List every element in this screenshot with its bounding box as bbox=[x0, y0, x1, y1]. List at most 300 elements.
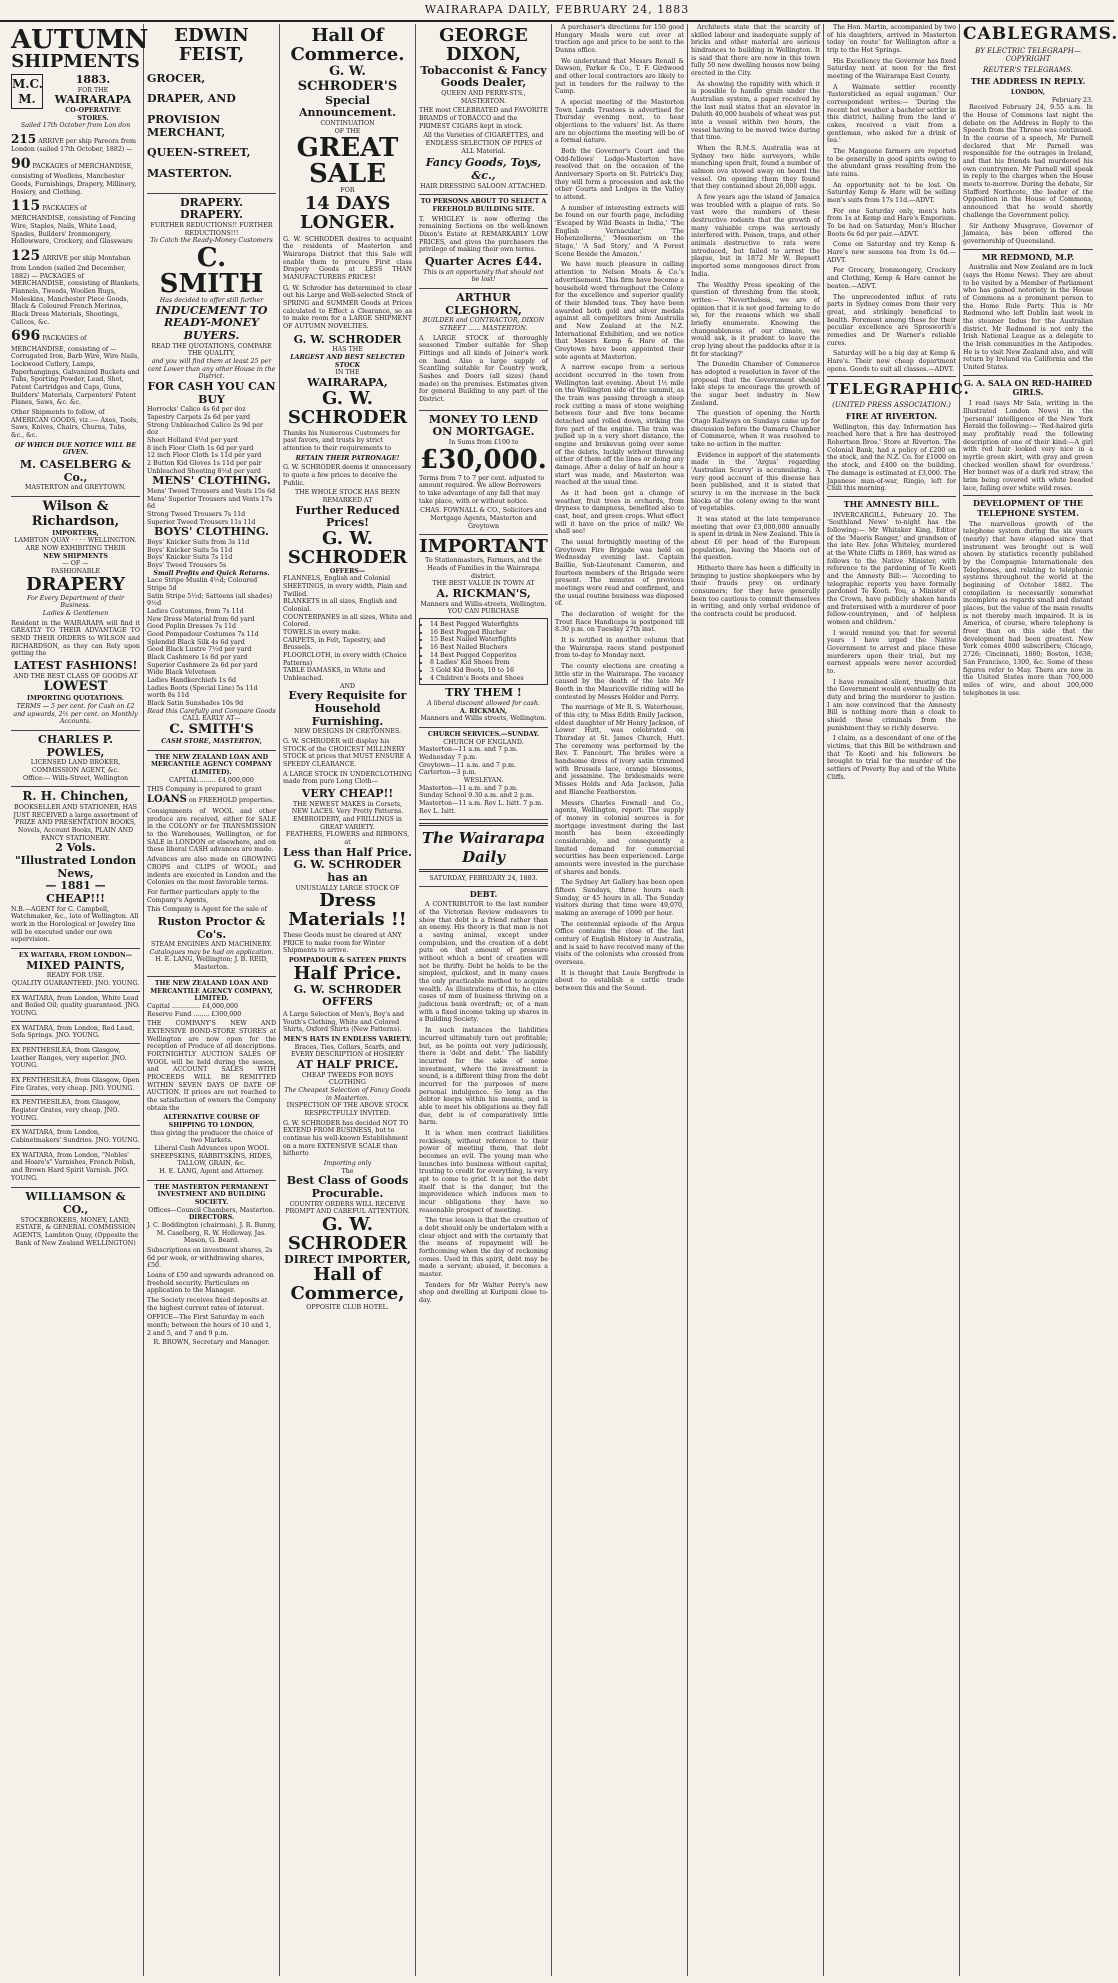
latest-fashions: LATEST FASHIONS! bbox=[13, 659, 138, 673]
ruston: Ruston Proctor & Co's. bbox=[157, 914, 266, 941]
address-heading: THE ADDRESS IN REPLY. bbox=[970, 76, 1086, 87]
masthead: WAIRARAPA DAILY, FEBRUARY 24, 1883 bbox=[0, 0, 1114, 22]
inducement: INDUCEMENT TO bbox=[155, 303, 268, 317]
fire-heading: FIRE AT RIVERTON. bbox=[845, 411, 938, 422]
rickman-2: A. RICKMAN, bbox=[459, 707, 508, 715]
news-para: It was stated at the late temperance meeting that over £3,000,000 annually is spent in drink in New Zealand. This is about £6 per head of the European population, leaving the Maoris out of the question. bbox=[691, 515, 820, 562]
mcm-logo: M.C. M. bbox=[11, 74, 43, 109]
discount: A liberal discount allowed for cash. bbox=[427, 699, 540, 707]
feist-grocer: GROCER, bbox=[147, 71, 206, 85]
item2-text: PACKAGES of MERCHANDISE, consisting of Woollens, Manchester Goods, Furnishings, Drapery, Millinery, Hosiery, and Clothing. bbox=[11, 163, 137, 196]
gws-4: G. W. SCHRODER bbox=[287, 527, 408, 568]
item2-num: 90 bbox=[11, 156, 31, 173]
cheap: CHEAP!!! bbox=[46, 892, 105, 906]
wilson-richardson-ad bbox=[11, 497, 140, 731]
debt-para: It is when men contract liabilities recklessly, without reference to their power of meeting them, that debt becomes an evil. The young man who launches into business without capital, trusting to credit for everything, is very apt to come to grief. It is not the debt itself that is the danger, but the improvidence which induces men to incur obligations they have no reasonable prospect of meeting. bbox=[419, 1129, 548, 1214]
boys-clothing: BOYS' CLOTHING. bbox=[154, 525, 269, 539]
boot-list bbox=[422, 621, 545, 682]
list-item: • 4 Children's Boots and Shoes bbox=[430, 675, 545, 683]
to-settlers: To Stationmasters, Farmers, and the Heads of Families in the Wairarapa district. bbox=[425, 557, 542, 580]
prices-3: Boys' Knicker Suits from 3s 11d Boys' Knicker Suits 5s 11d Boys' Knicker Suits 7s 11d Boys' Tweed Trousers 5s bbox=[147, 538, 250, 569]
small-profits: Small Profits and Quick Returns. bbox=[153, 569, 270, 577]
gws-6: G. W. SCHRODER OFFERS bbox=[293, 982, 402, 1009]
ready: READY FOR USE. bbox=[46, 972, 105, 980]
to-catch: To Catch the Ready-Money Customers bbox=[150, 237, 273, 245]
advances: Advances are also made on GROWING CROPS and CLIPS of WOOL; and indents are executed in London and the Colonies on the most favorable terms. bbox=[147, 856, 276, 887]
reuters: REUTER'S TELEGRAMS. bbox=[983, 65, 1073, 74]
ex5: EX PENTHESILEA, from Glasgow, Open Fire Grates, very cheap. JNO. YOUNG. bbox=[11, 1077, 140, 1092]
williamson-sub: STOCKBROKERS, MONEY, LAND, ESTATE, & GENERAL COMMISSION AGENTS, Lambton Quay, (Opposite the Bank of New Zealand WELLINGTON) bbox=[12, 1216, 139, 1247]
amnesty-para: I claim, as a descendant of one of the victims, that this Bill be withdrawn and that Te Kooti and his followers be brought to trial for the murder of the settlers of Poverty Bay and of the White Cliffs. bbox=[827, 735, 956, 781]
news-para: Both the Governor's Court and the Odd-fellows' Lodge-Masterton have resolved that on the occasion of the Anniversary Sports on St. Patrick's Day, they will form a procession and ask the other Courts and Lodges in the Valley to attend. bbox=[555, 148, 684, 202]
news-para: When the R.M.S. Australia was at Sydney two hide surveyors, while munching upon fruit, found a number of salmon ova stowed away on board the vessel. On opening them they found that they contained about 26,000 eggs. bbox=[691, 145, 820, 191]
rickman-ad bbox=[419, 535, 548, 728]
news-para: A purchaser's directions for 150 good Hungary Meals were cut over at traction age and price to be sent to the Dunns office. bbox=[555, 24, 684, 55]
chinchen-title: R. H. Chinchen, bbox=[22, 789, 129, 804]
importing-only: Importing only bbox=[323, 1160, 372, 1167]
nz-loan-2: THE NEW ZEALAND LOAN AND MERCANTILE AGENCY COMPANY, LIMITED. bbox=[150, 979, 273, 1003]
wilson-title: Wilson & Richardson, bbox=[31, 498, 120, 529]
half-price: Half Price. bbox=[293, 962, 402, 984]
steam: STEAM ENGINES AND MACHINERY. bbox=[150, 941, 273, 949]
masterton-perm-ad bbox=[147, 1181, 276, 1351]
money-ad bbox=[419, 411, 548, 536]
year: 1883. bbox=[75, 72, 111, 86]
news-para: Saturday will be a big day at Kemp & Hare's. Their new cheap department opens. Goods to suit all classes.—ADVT. bbox=[827, 350, 956, 373]
sums: In Sums from £100 to bbox=[448, 439, 519, 447]
item1-num: 215 bbox=[11, 131, 37, 146]
news-para: A few years ago the island of Jamaica was troubled with a plague of rats. So vast were the numbers of these destructive rodents that the growth of many valuable crops was seriously interfered with. Poison, traps, and other animals destructive to rats were introduced, but failed to arrest the plague, but in 1872 Mr W. Bepsett imported some mongooses direct from India. bbox=[691, 194, 820, 278]
amnesty-heading: THE AMNESTY BILL. bbox=[843, 498, 940, 509]
thirty-thousand: £30,000. bbox=[420, 444, 547, 475]
wesley-names: Masterton—11 a.m. Rev L. Isitt. 7 p.m. Rev L. Isitt. bbox=[419, 800, 544, 815]
prices-2: Mens' Tweed Trousers and Vests 15s 6d Mens' Superior Trousers and Vests 17s 6d Strong Tweed Trousers 7s 11d Superior Tweed Trousers 11s 11d bbox=[147, 487, 276, 526]
fortnightly: THE COMPANY'S NEW AND EXTENSIVE BOND-STORE STORES at Wellington are now open for the reception of Produce of all descriptions. FORTNIGHTLY AUCTION SALES OF WOOL will be held during the season, and ACCOUNT SALES WITH PROCEEDS WILL BE REMITTED WITHIN SEVEN DAYS OF DATE OF AUCTION. If prices are not reached to the satisfaction of owners the Company obtain the bbox=[147, 1020, 276, 1112]
vols: 2 Vols. bbox=[55, 841, 96, 855]
loans-rest: on FREEHOLD properties. bbox=[188, 796, 275, 804]
rickmans: A. RICKMAN'S, bbox=[436, 586, 531, 600]
direct-importer: DIRECT IMPORTER, bbox=[284, 1252, 411, 1266]
whigley: T. WHIGLEY is now offering the remaining Sections on the well-known Dixon's Estate at REMARKABLY LOW PRICES, and gives the purchasers the privilege of making their own terms. bbox=[419, 215, 548, 254]
country-orders: COUNTRY ORDERS WILL RECEIVE PROMPT AND CAREFUL ATTENTION. bbox=[285, 1200, 410, 1216]
list-item: • 16 Best Pegged Blucher bbox=[430, 629, 545, 637]
amnesty-para: I would remind you that for several years I have urged the Native Government to arrest and place these murderers upon their trial, but my earnest appeals were never accorded to. bbox=[827, 629, 956, 676]
news-para: Architects state that the scarcity of skilled labour and inadequate supply of bricks and other material are serious hindrances to building in Wellington. It is said that there are now in this town fully 50 new dwelling houses now being erected in the City. bbox=[691, 24, 820, 78]
now-exhibiting: ARE NOW EXHIBITING THEIR bbox=[25, 545, 126, 553]
by-telegraph: BY ELECTRIC TELEGRAPH—COPYRIGHT bbox=[975, 46, 1081, 64]
masterton-perm: THE MASTERTON PERMANENT INVESTMENT AND BUILDING SOCIETY. bbox=[154, 1183, 269, 1206]
column-1 bbox=[8, 24, 149, 1976]
special: Special Announcement. bbox=[298, 93, 397, 120]
news-para: The Mangaone farmers are reported to be generally in good spirits owing to the abundant grass resulting from the late rains. bbox=[827, 148, 956, 179]
powles-ad bbox=[11, 731, 140, 787]
redmond-heading: MR REDMOND, M.P. bbox=[981, 251, 1075, 262]
telephone-text: The marvellous growth of the telephone system during the six years (nearly) that have elapsed since that instrument was brought out is well shown by statistics recently published by the Compagnie Internationale des Telephones, and relating to telephonic systems throughout the world at the beginning of October 1882. The compilation is necessarily somewhat incomplete as regards small and distant places, but the value of the main results is not thereby much impaired. It is in America, of course, where telephony is freer than on this side that the development had been greatest. New York comes 4000 subscribers; Chicago, 2726; Cincinnati, 1880; Boston, 1638; San Francisco, 1300, &c. Some of these figures refer to May. There are now in the United States more than 700,000 miles of wire, and about 200,000 telephones in use. bbox=[963, 520, 1093, 697]
column-6 bbox=[688, 24, 824, 1976]
item4-text: ARRIVE per ship Montaban from London (sailed 2nd December, 1882) — PACKAGES of MERCHANDISE, consisting of Blankets, Flannels, Tweeds, Woollen Rugs, Moleskins, Manchester Piece Goods, Black & Coloured French Merinos, Black Dress Materials, Shootings, Calicos, &c. bbox=[11, 255, 140, 326]
very-cheap: VERY CHEAP!! bbox=[301, 787, 394, 801]
item3-text: PACKAGES of MERCHANDISE, consisting of Fencing Wire, Staples, Nails, White Lead, Spades, Builders' Ironmongery, Hollowware, Crockery, and Glassware bbox=[11, 205, 136, 246]
catalogue: Catalogues may be had on application. bbox=[149, 948, 274, 956]
new-shipments: NEW SHIPMENTS bbox=[43, 552, 108, 560]
news-para: The county elections are creating a little stir in the Wairarapa. The vacancy caused by the death of the late Mr Booth in the Mauriceville riding will be contested by Messrs Holder and Perry. bbox=[555, 663, 684, 701]
column-8 bbox=[960, 24, 1118, 1976]
news-para: The Wealthy Press speaking of the question of threshing from the stook, writes:— 'Nevertheless, we are of opinion that it is not good farming to do so, for the reasons which we shall briefly enumerate. Knowing the changeableness of our climate, we would ask, is it prudent to leave the crop lying about the paddocks after it is fit for stacking?' bbox=[691, 281, 820, 358]
and-you: and you will find them at least 25 per cent Lower than any other House in the District. bbox=[147, 357, 276, 381]
news-para: The declaration of weight for the Trout Race Handicaps is postponed till 8.30 p.m. on Tuesday 27th inst. bbox=[555, 611, 684, 634]
gws-2: G. W. SCHRODER bbox=[293, 332, 402, 346]
money-lend: MONEY TO LEND ON MORTGAGE. bbox=[428, 412, 539, 439]
musgrave: Sir Anthony Musgrave, Governor of Jamaica, has been offered the governorship of Queensland. bbox=[963, 222, 1093, 245]
quality: QUALITY GUARANTEED. JNO. YOUNG. bbox=[11, 980, 140, 988]
column-4 bbox=[416, 24, 552, 1976]
list-item: • 14 Best Pegged Waterfights bbox=[430, 621, 545, 629]
nz-loan-ad bbox=[147, 751, 276, 977]
telegraphic-heading: TELEGRAPHIC. bbox=[827, 380, 970, 399]
list-item: • 14 Best Pegged Copperitos bbox=[430, 652, 545, 660]
news-para: The usual fortnightly meeting of the Greytown Fire Brigade was held on Wednesday evening last. Captain Baillie, Sub-Lieutenant Cameron, and fourteen members of the Brigade were present. The minutes of previous meetings were read and confirmed, and the usual routine business was disposed of. bbox=[555, 539, 684, 608]
smith-ad bbox=[147, 194, 276, 751]
london-date: February 23. bbox=[1051, 96, 1093, 104]
ex3: EX WAITARA, from London, Red Lead, Sofa Springs. JNO. YOUNG. bbox=[11, 1024, 135, 1040]
powles-title: CHARLES P. POWLES, bbox=[38, 733, 113, 759]
church-ad bbox=[419, 728, 548, 820]
redmond-text: Australia and New Zealand are in luck (says the Home News). They are about to be visited by a Member of Parliament who has gained notoriety in the House of Commons as a prominent person to the Home Rule Party. This is Mr Redmond who left Dublin last week in the steamer Indus for the Australian district. Mr Redmond is not only the Irish National League as a delegate to the Irish communities in the Antipodes. He is to visit New Zealand also, and will return by Ireland via California and the United States. bbox=[963, 264, 1093, 371]
news-para: The question of opening the North Otago Railways on Sundays came up for discussion before the Oamaru Chamber of Commerce, when it was resolved to take no action in the matter. bbox=[691, 410, 820, 448]
item4-num: 125 bbox=[11, 248, 41, 265]
pompadour: POMPADOUR & SATEEN PRINTS bbox=[288, 957, 407, 965]
of-the: OF THE bbox=[334, 127, 361, 135]
consignments: Consignments of WOOL and other produce are received, either for SALE in the COLONY or for TRANSMISSION to the Warehouses, Wellington, or for SALE in LONDON or elsewhere, and on these liberal CASH advances are made. bbox=[147, 808, 276, 854]
caselberg: M. CASELBERG & Co., bbox=[19, 457, 132, 484]
cablegrams-heading: CABLEGRAMS. bbox=[963, 24, 1118, 44]
days-longer: 14 DAYS LONGER. bbox=[299, 192, 396, 233]
gws-5: G. W. SCHRODER has an bbox=[293, 858, 402, 884]
subscriptions: Subscriptions on investment shares, 2s 6d per week, or withdrawing shares, £50. bbox=[147, 1247, 273, 1270]
ladies: Ladies & Gentlemen bbox=[42, 610, 109, 618]
for-every: For Every Department of their Business. bbox=[26, 594, 125, 610]
half-price-2: AT HALF PRICE. bbox=[296, 1057, 399, 1071]
of: — OF — bbox=[62, 560, 89, 568]
gw-schroders: G. W. SCHRODER'S bbox=[297, 63, 398, 94]
feist-masterton: MASTERTON. bbox=[147, 166, 233, 180]
column-5 bbox=[552, 24, 688, 1976]
list-item: • 8 Ladies' Kid Shoes from bbox=[430, 659, 545, 667]
cash-store: CASH STORE, MASTERTON, bbox=[161, 737, 262, 745]
church-times: Masterton—11 a.m. and 7 p.m. Wednesday 7 p.m. Greytown—11 a.m. and 7 p.m. Carterton—3 p.m. bbox=[419, 746, 518, 777]
desires: G. W. SCHRODER desires to acquaint the residents of Masterton and Wairarapa District that this Sale will enable them to procure First class Drapery Goods at LESS THAN MANUFACTURERS PRICES! bbox=[283, 235, 412, 282]
debt-para: A CONTRIBUTOR to the last number of the Victorian Review endeavors to show that debt is a friend rather than an enemy. His theory is that man is not a saving animal, except under compulsion, and the creation of a debt puts on that amount of pressure without which a bent of creation will not be thrifty. Debt he holds to be the simplest, quickest, and in many cases the only practicable method to acquire wealth. As illustrations of this, he cites cases of men of business thriving on a judicious bank overdraft; or, of a man with a fixed income taking up shares in a Building Society. bbox=[419, 901, 548, 1024]
debt-heading: DEBT. bbox=[469, 888, 498, 899]
drapery: DRAPERY. DRAPERY. bbox=[180, 195, 243, 222]
wesley-times: Masterton—11 a.m. and 7 p.m. Sunday School 9.30 a.m. and 2 p.m. bbox=[419, 784, 534, 800]
opposite: OPPOSITE CLUB HOTEL. bbox=[306, 1304, 389, 1312]
alternative: ALTERNATIVE COURSE OF SHIPPING TO LONDON, bbox=[163, 1114, 260, 1129]
chinchen-ad bbox=[11, 787, 140, 949]
co-op: CO-OPERATIVE bbox=[65, 106, 121, 114]
fire-text: Wellington, this day. Information has reached here that a fire has destroyed Robertson Bros.' Store at Riverton. The Colonial Bank, had a policy of £200 on the stock, and the N.Z. Co. for £1000 on the stock, and £400 on the building. The damage is estimated at £3,000. The Japanese man-of-war, Ringio, left for Chili this morning. bbox=[827, 423, 956, 493]
lambton: LAMBTON QUAY · · · · WELLINGTON. bbox=[14, 537, 137, 545]
the-3: The bbox=[341, 1167, 354, 1175]
sala-text: I read (says Mr Sala, writing in the Illustrated London News) in the 'personal' intelligence of the New York Herald the following:— 'Red-haired girls may profitably read the following description of one of their kind:—A girl with red hair looked very nice in a myrtle green skirt, with gray and green checked woollen shawl for overdress.' Her bonnet was of a dark red straw, the brim being covered with white beaded lace, falling over white wild roses. bbox=[963, 400, 1093, 492]
news-para: The centennial episode of the Argus Office contains the close of the last century of English History in Australia, and is said to have received many of the visits of the colonists who crossed from overseas. bbox=[555, 920, 684, 966]
agent-note: N.B.—AGENT for C. Campbell, Watchmaker, &c., late of Wellington. All work in the Horological or Jewelry line will be executed under our own supervision. bbox=[11, 905, 139, 944]
for-14: FOR bbox=[340, 187, 355, 195]
powles-office: Office:— Wills-Street, Wellington bbox=[22, 774, 129, 782]
cheapest: The Cheapest Selection of Fancy Goods in Masterton. bbox=[284, 1086, 411, 1102]
hall-of-commerce: Hall Of Commerce. bbox=[290, 25, 405, 65]
item5-text: PACKAGES of MERCHANDISE, consisting of — Corrugated Iron, Barb Wire, Wire Nails, Lockwood Cutlery, Lamps, Paperhangings, Galvanized Buckets and Tubs, Sporting Powder, Lead, Shot, Patent Cartridges and Caps, Guns, Builders' Materials, Carpenters' Patent Planes, Saws, &c. &c. bbox=[11, 335, 140, 407]
news-para: For Grocery, Ironmongery, Crockery and Clothing, Kemp & Hare cannot be beaten.—ADVT. bbox=[827, 267, 956, 290]
further-reduced: Further Reduced Prices! bbox=[295, 503, 400, 530]
ex4: EX PENTHESILEA, from Glasgow, Leather Ranges, very superior. JNO. YOUNG. bbox=[11, 1047, 127, 1070]
less-half: Less than Half Price. bbox=[283, 845, 413, 859]
importers: IMPORTERS, bbox=[52, 529, 99, 537]
read-quotes: READ THE QUOTATIONS, COMPARE THE QUALITY, bbox=[151, 342, 272, 358]
whole-stock: THE WHOLE STOCK HAS BEEN REMARKED AT bbox=[294, 489, 401, 504]
feist-queen: QUEEN-STREET, bbox=[147, 146, 251, 160]
mixed-paints: MIXED PAINTS, bbox=[26, 958, 125, 972]
offices: Offices—Council Chambers, Masterton. bbox=[148, 1206, 275, 1214]
ex8: EX WAITARA, from London, "Nobles' and Hoare's" Varnishes, French Polish, and Brown Hard Spirit Varnish. JNO. YOUNG. bbox=[11, 1151, 136, 1182]
loans-pre: THIS Company is prepared to grant bbox=[147, 786, 262, 794]
braces: Braces, Ties, Collars, Scarfs, and EVERY DESCRIPTION of HOSIERY bbox=[291, 1043, 404, 1059]
hair-dressing: HAIR DRESSING SALOON ATTACHED. bbox=[420, 182, 547, 190]
news-para: A Waimate settler recently 'fustersticked as equal sugaman.' Our correspondent writes:— 'During the recent hot weather a bachelor settler in this district, hailing from the land o' cakes, received a visit from a gentleman, who asked for a drink of tea.' bbox=[827, 83, 956, 145]
sala-heading: G. A. SALA ON RED-HAIRED GIRLS. bbox=[964, 377, 1092, 398]
feist-ad bbox=[147, 24, 276, 194]
best-value: THE BEST VALUE IN TOWN AT bbox=[432, 580, 535, 588]
fownall: CHAS. FOWNALL & CO., Solicitors and Mortgage Agents, Masterton and Greytown bbox=[420, 507, 547, 530]
news-para: It is notified in another column that the Wairarapa races stand postponed from to-day to Monday next. bbox=[555, 637, 684, 660]
item1-text: ARRIVE per ship Pareora from London (sailed 17th October, 1882) — bbox=[11, 137, 136, 154]
address-text: Received February 24, 9.55 a.m. In the House of Commons last night the debate on the Address in Reply to the Speech from the Throne was continued. In the course of a speech, Mr Parnell declared that Mr Parnell was responsible for the outrages in Ireland, and that his friends had murdered his own countrymen. Mr Parnell will speak in reply to the charges when the House meets to-morrow. During the debate, Sir Stafford Northcote, the leader of the Opposition in the House of Commons, announced that he would shortly challenge the Government policy. bbox=[963, 104, 1093, 219]
decided: Has decided to offer still further bbox=[159, 296, 264, 304]
further: FURTHER REDUCTIONS!! FURTHER REDUCTIONS!!! bbox=[150, 221, 273, 237]
caselberg-loc: MASTERTON and GREYTOWN. bbox=[25, 484, 126, 492]
loan-terms: Terms from 7 to 7 per cent. adjusted to amount required. We allow Borrowers to take advantage of any fall that may take place, with or without notice. bbox=[419, 474, 545, 505]
news-para: Messrs Charles Fownall and Co., agents, Wellington, report: The supply of money in colonial sources is for mortgage investment during the last month has been exceedingly considerable, and consequently a limited demand for commercial securities has been experienced. Large amounts were invested in the purchase of shares and bonds. bbox=[555, 799, 684, 876]
directors: DIRECTORS. bbox=[188, 1214, 235, 1222]
list-item: • 3 Gold Kid Boots, 10 to 16 bbox=[430, 667, 545, 675]
prices-1: Horrocks' Calico 4s 6d per doz Tapestry Carpets 2s 6d per yard Strong Unbleached Calico 2s 9d per doz Sheet Holland 4½d per yard 8 inch Floor Cloth 1s 6d per yard 12 inch Floor Cloth 1s 11d per yard 2 Button Kid Gloves 1s 11d per pair Unbleached Sheeting 8½d per yard bbox=[147, 406, 263, 475]
important: IMPORTANT bbox=[419, 536, 548, 558]
lang-2: H. E. LANG, Agent and Attorney. bbox=[159, 1167, 264, 1175]
capital-1: CAPITAL ........ £4,000,000 bbox=[169, 776, 254, 784]
list-item: • 16 Best Nailed Bluchers bbox=[430, 644, 545, 652]
unusually: UNUSUALLY LARGE STOCK OF bbox=[295, 884, 400, 892]
those-goods: These Goods must be cleared at ANY PRICE to make room for Winter Shipments to arrive. bbox=[283, 932, 402, 955]
editorial-date: SATURDAY, FEBRUARY 24, 1883. bbox=[429, 874, 538, 882]
this-is: This is an opportunity that should not be lost! bbox=[423, 268, 544, 284]
try-them: TRY THEM ! bbox=[445, 686, 522, 700]
continuation: CONTINUATION bbox=[320, 119, 375, 127]
capital-2: Capital .............. £4,000,000 Reserve Fund ........ £300,000 bbox=[147, 1002, 242, 1018]
flannels: FLANNELS, English and Colonial SHEETINGS, in every width, Plain and Twilled. BLANKETS in all sizes, English and Colonial. COUNTERPANES in all sizes, White and Colored. TOWELS in every make. CARPETS, in Felt, Tapestry, and Brussels. FLOORCLOTH, in every width (Choice Patterns) TABLE DAMASKS, in White and Unbleached. bbox=[283, 575, 412, 683]
quarter-acres: Quarter Acres £44. bbox=[424, 255, 543, 269]
best-class: AND THE BEST CLASS OF GOODS AT bbox=[13, 672, 138, 680]
manners: Manners and Willis-streets, Wellington. bbox=[420, 600, 547, 608]
laces: NEW LACES. Very Pretty Patterns. bbox=[291, 808, 404, 816]
you-can: YOU CAN PURCHASE bbox=[447, 608, 520, 616]
wairarapa-3: WAIRARAPA, bbox=[307, 376, 388, 390]
news-para: As showing the rapidity with which it is possible to handle grain under the Australian system, a paper received by the last mail states that an elevator in Duluth 40,000 bushels of wheat was put into a vessel within two hours, the vessel having to be moved twice during that time. bbox=[691, 80, 820, 142]
society: The Society receives fixed deposits at the highest current rates of interest. bbox=[147, 1297, 268, 1312]
ex1-head: EX WAITARA, FROM LONDON— bbox=[18, 952, 133, 960]
secretary: R. BROWN, Secretary and Manager. bbox=[153, 1339, 270, 1347]
lang: H. E. LANG, Wellington; J. B. REID, Masterton. bbox=[155, 956, 268, 972]
news-para: The Sydney Art Gallery has been open fifteen Sundays, three hours each Sunday, or 45 hours in all. The Sunday visitors during that time were 49,070, making an average of 1090 per hour. bbox=[555, 879, 684, 917]
particulars: For further particulars apply to the Company's Agents, bbox=[147, 888, 260, 904]
arthur-cleghorn: ARTHUR CLEGHORN, bbox=[445, 291, 522, 317]
order-notice: OF WHICH DUE NOTICE WILL BE GIVEN. bbox=[14, 441, 137, 457]
all-varieties: All the Varieties of CIGARETTES, and ENDLESS SELECTION OF PIPES of ALL Material. bbox=[423, 132, 544, 155]
in-the: IN THE bbox=[335, 369, 360, 377]
mens-clothing: MENS' CLOTHING. bbox=[152, 474, 271, 488]
queen-sts: QUEEN AND PERRY-STS., MASTERTON. bbox=[441, 90, 526, 105]
news-para: Come on Saturday and try Kemp & Hare's new seasons tea from 1s 6d.—ADVT. bbox=[827, 241, 956, 264]
manners-2: Manners and Willis streets, Wellington. bbox=[420, 715, 547, 723]
news-para: Hitherto there has been a difficulty in bringing to justice shopkeepers who by their frauds prey on ordinary consumers; for they have generally been too cautious to commit themselves in writing, and only verbal evidence of the contracts could be produced. bbox=[691, 565, 820, 619]
most-celebrated: THE most CELEBRATED and FAVORITE BRANDS of TOBACCO and the PRIMEST CIGARS kept in stock. bbox=[419, 107, 548, 130]
ex2: EX WAITARA, from London, White Lead and Boiled Oil; quality guaranteed. JNO. YOUNG. bbox=[11, 994, 140, 1018]
dixon-ad bbox=[419, 24, 548, 195]
wairarapa: WAIRARAPA bbox=[54, 93, 132, 107]
largest: LARGEST AND BEST SELECTED STOCK bbox=[290, 354, 405, 369]
feist-draper: DRAPER, AND bbox=[147, 92, 236, 106]
newspaper-columns bbox=[8, 24, 1118, 1976]
edwin-feist: EDWIN FEIST, bbox=[174, 25, 249, 65]
news-para: For one Saturday only, men's hats from 1s at Kemp and Hare's Emporium. To be had on Saturday, Men's Blucher Boots 6s 6d per pair.—ADVT. bbox=[827, 207, 956, 238]
paper-name: The Wairarapa Daily bbox=[421, 829, 546, 866]
retain: RETAIN THEIR PATRONAGE! bbox=[295, 454, 400, 462]
telephone-heading: DEVELOPMENT OF THE TELEPHONE SYSTEM. bbox=[973, 498, 1083, 518]
news-para: It is thought that Louis Bergfrode is about to establish a cattle trade between this and the Sound. bbox=[555, 969, 684, 992]
great-sale: GREAT SALE bbox=[296, 133, 399, 190]
news-para: A special meeting of the Masterton Town Lands Trustees is advertised for Thursday evening next, to hear objections to the valuers' list. As there are no objections the meeting will be of a formal nature. bbox=[555, 99, 684, 145]
gws-display: G. W. SCHRODER will display his STOCK of the CHOICEST MILLINERY STOCK at prices that MUST ENSURE A SPEEDY CLEARANCE. bbox=[283, 738, 411, 769]
c-smith: C. SMITH bbox=[159, 242, 264, 299]
inspection: INSPECTION OF THE ABOVE STOCK RESPECTFULLY INVITED. bbox=[286, 1102, 409, 1117]
read-carefully: Read this Carefully and Compare Goods bbox=[147, 707, 276, 715]
powles-sub: LICENSED LAND BROKER, COMMISSION AGENT, &c. bbox=[30, 759, 121, 774]
column-3 bbox=[280, 24, 416, 1976]
column-7 bbox=[824, 24, 970, 1976]
mens-hats: MEN'S HATS IN ENDLESS VARIETY. bbox=[283, 1035, 412, 1043]
schroder-ad bbox=[283, 24, 412, 1316]
sailed-note: Sailed 17th October from Lon don bbox=[20, 122, 131, 130]
debt-para: In such instances the liabilities incurred ultimately turn out profitable; but, as he points out very judiciously, there is 'debt and debt.' The liability incurred for the sake of some investment, where the investment is sound, is a different thing from the debt incurred for the purposes of mere personal indulgence. So long as the debtor keeps within his means, and is able to meet his obligations as they fall due, debt is of comparatively little harm. bbox=[419, 1027, 548, 1127]
offers: OFFERS— bbox=[329, 567, 366, 575]
tobacco: Tobacconist & Fancy Goods Dealer, bbox=[420, 63, 547, 90]
whigley-ad bbox=[419, 195, 548, 289]
thanks: Thanks his Numerous Customers for past favors, and trusts by strict attention to their requirements to bbox=[283, 429, 401, 452]
news-para: We have much pleasure in calling attention to Nelson Moats & Co.'s advertisement. This firm have become a household word throughout the Colony for the excellence and superior quality of their blended teas. They have been awarded both gold and silver medals against all competitors from Australia and New Zealand at the N.Z. International Exhibition, and we notice that Messrs Kemp & Hare of the Greytown have been appointed their sole agents at Masterton. bbox=[555, 261, 684, 361]
nz-loan-co: THE NEW ZEALAND LOAN AND MERCANTILE AGENCY COMPANY (LIMITED). bbox=[150, 753, 273, 776]
embroidery: EMBROIDERY, and FRILLINGS in GREAT VARIETY. bbox=[293, 816, 402, 831]
best-class-3: Best Class of Goods Procurable. bbox=[286, 1174, 409, 1200]
ruston-intro: This Company is Agent for the sale of bbox=[147, 906, 267, 914]
williamson-ad bbox=[11, 1188, 140, 1251]
other-shipments: Other Shipments to follow, of AMERICAN GOODS, viz.:— Axes, Tools, Saws, Knives, Chairs, Churns, Tubs, &c., &c. bbox=[11, 408, 139, 439]
george-dixon: GEORGE DIXON, bbox=[439, 25, 528, 65]
nz-loan-2-ad bbox=[147, 977, 276, 1181]
autumn-shipments-ad bbox=[11, 24, 149, 497]
cleghorn-ad bbox=[419, 289, 548, 411]
for-the: FOR THE bbox=[77, 86, 109, 94]
every-req: Every Requisite for Household Furnishing. bbox=[288, 689, 407, 728]
news-para: Evidence in support of the statements made in the 'Argus' regarding 'Australian Scurvy' is accumulating. A very good account of this disease has been published, and it is stated that scurvy is on the increase in the back blocks of the colony owing to the want of vegetables. bbox=[691, 451, 820, 513]
fancy-goods: Fancy Goods, Toys, &c., bbox=[425, 156, 542, 183]
news-para: A number of interesting extracts will be found on our fourth page, including 'Escaped by Wild Beasts in India,' 'The English Vernacular,' 'The Hohenzollerns,' 'Mesmerism on the Stage,' 'A Sad Story,' and 'A Forest Scene Beside the Amazon.' bbox=[555, 204, 684, 258]
liberal: Liberal Cash Advances upon WOOL SHEEPSKINS, RABBITSKINS, HIDES, TALLOW, GRAIN, &c. bbox=[150, 1144, 273, 1168]
ex6: EX PENTHESILEA, from Glasgow, Register Grates, very cheap. JNO. YOUNG. bbox=[11, 1099, 121, 1122]
news-para: The unprecedented influx of rats parts in Sydney comes from their very great, and strikingly beneficial to health. Foremost among these for their peculiar excellence are Sprosworth's remedies and Dr Warner's reliable cures. bbox=[827, 293, 956, 347]
williamson-title: WILLIAMSON & CO., bbox=[25, 1190, 126, 1217]
cleghorn-stock: A LARGE STOCK of thoroughly seasoned Timber suitable for Shop Fittings and all kinds of Joiner's work on hand. Also a large supply of Scantling suitable for Country work, Sashes and Doors (all sizes) (hand made) on the premises. Estimates given for general Building to any part of the District. bbox=[419, 334, 548, 404]
fashionable: FASHIONABLE bbox=[50, 568, 101, 576]
residents-text: Resident in the WAIRARAPA will find it GREATLY TO THEIR ADVANTAGE TO SEND THEIR ORDERS to WILSON and RICHARDSON, as they can Rely upon getting the bbox=[11, 619, 140, 658]
shipments-heading: SHIPMENTS bbox=[11, 51, 140, 72]
item3-num: 115 bbox=[11, 198, 41, 215]
amnesty-para: INVERCARGILL, February 20. The 'Southland News' to-night has the following:— Mr Whitaker King, Editor of the 'Maoris Ranger,' and grandson of the late Rev. John Whiteley, murdered at the White Cliffs in 1869, has wired as follows to the Native Minister, with reference to the pardoning of Te Kooti and the Amnesty Bill:— 'According to telegraphic reports you have formally pardoned Te Kooti. You, a Minister of the Crown, have publicly shaken hands and fraternised with a murderer of poor fellow-countrymen, and of helpless women and children.' bbox=[827, 511, 956, 626]
loans-note: Loans of £50 and upwards advanced on freehold security. Particulars on application to the Manager. bbox=[147, 1272, 274, 1295]
dir-names: J. C. Boddington (chairman), J. R. Bunny, M. Caselberg, R. W. Holloway, Jas. Mason, G. Beard. bbox=[147, 1221, 276, 1245]
church-services: CHURCH SERVICES.—SUNDAY. bbox=[427, 731, 540, 738]
large-stock: A LARGE STOCK IN UNDERCLOTHING made from pure Long Cloth— bbox=[283, 770, 412, 786]
gws-7: G. W. SCHRODER has decided NOT TO EXTEND FROM BUSINESS, but to continue his well-known Establishment on a more EXTENSIVE SCALE than hitherto bbox=[283, 1119, 409, 1158]
importing: IMPORTING QUOTATIONS. bbox=[27, 695, 124, 703]
office-hours: OFFICE—The First Saturday in each month; between the hours of 10 and 1, 2 and 5, and 7 and 9 p.m. bbox=[147, 1314, 272, 1337]
news-para: An opportunity not to be lost. On Saturday Kemp & Hare will be selling men's suits from 17s 11d.—ADVT. bbox=[827, 181, 956, 205]
determined: G. W. Schroder has determined to clear out his Large and Well-selected Stock of SPRING and SUMMER Goods at Prices calculated to Effect a Clearance, so as to make room for a LARGE SHIPMENT OF AUTUMN NOVELTIES. bbox=[283, 284, 412, 331]
ill-news: "Illustrated London News, bbox=[14, 854, 137, 880]
call-early: CALL EARLY AT— bbox=[182, 715, 241, 723]
amnesty-para: I have remained silent, trusting that the Government would eventually do its duty and bring the murderer to justice. I am now convinced that the Amnesty Bill is nothing more than a cloak to shield these criminals from the punishment they so richly deserve. bbox=[827, 678, 956, 732]
young-ads bbox=[11, 949, 140, 1188]
new-ties: THE NEWEST MAKES in Corsets, bbox=[292, 800, 402, 808]
london: LONDON, bbox=[1010, 89, 1046, 97]
list-item: • 15 Best Nailed Waterfights bbox=[430, 636, 545, 644]
autumn-heading: AUTUMN bbox=[11, 25, 149, 55]
news-para: A narrow escape from a serious accident occurred in the town from Wellington last evening. About 1½ mile on the Wellington side of the summit, as the train was passing through a steep rock cutting a mass of stone weighing between four and five tons became detached and rolled down, striking the fore part of the engine. The train was pulled up in a very short distance, the engine and brakevan going over some of the debris, luckily without throwing either of them off the lines or doing any damage. After a delay of half an hour a start was made, and Masterton was reached at the usual time. bbox=[555, 364, 684, 487]
coe: CHURCH OF ENGLAND. bbox=[443, 738, 524, 746]
cheap-tweeds: CHEAP TWEEDS FOR BOYS CLOTHING bbox=[301, 1071, 394, 1087]
feist-provision: PROVISION MERCHANT, bbox=[147, 113, 226, 139]
gws-8: G. W. SCHRODER bbox=[287, 1213, 408, 1254]
hall-2: Hall of Commerce, bbox=[290, 1264, 405, 1305]
ready-money: READY-MONEY BUYERS. bbox=[164, 316, 259, 342]
editorial bbox=[419, 823, 548, 1304]
ex7: EX WAITARA, from London, Cabinetmakers' Sundries. JNO. YOUNG. bbox=[11, 1129, 140, 1145]
press-assoc: (UNITED PRESS ASSOCIATION.) bbox=[832, 400, 951, 409]
youths: A Large Selection of Men's, Boy's and Youth's Clothing, White and Colored Shirts, Oxford Shirts (New Patterns). bbox=[283, 1010, 405, 1034]
loans-word: LOANS bbox=[147, 793, 187, 805]
gws-3: G. W. SCHRODER bbox=[287, 387, 408, 428]
cs-store: C. SMITH'S bbox=[169, 721, 254, 737]
feathers: FEATHERS, FLOWERS and RIBBONS, at bbox=[285, 831, 410, 847]
chinchen-sub: BOOKSELLER AND STATIONER, HAS JUST RECEIVED a large assortment of PRIZE AND PRESENTATION BOOKS, Novels, Account Books, PLAIN AND FANCY STATIONERY. bbox=[13, 804, 138, 842]
news-para: The Dunedin Chamber of Commerce has adopted a resolution in favor of the proposal that the Government should take steps to encourage the growth of the sugar beet industry in New Zealand. bbox=[691, 361, 820, 407]
stores: STORES. bbox=[77, 114, 109, 122]
item5-num: 696 bbox=[11, 328, 41, 345]
builder: BUILDER and CONTRACTOR, DIXON STREET ...... MASTERTON. bbox=[422, 317, 545, 333]
drapery-heading: DRAPERY bbox=[25, 573, 126, 595]
lowest: LOWEST bbox=[43, 679, 108, 695]
news-para: As it had been got a change of weather, fruit trees in orchards, from dryness to dampness, benefited also to cast, heat, and green crops. What effect will it have on the price of milk? We shall see! bbox=[555, 489, 684, 536]
has-the: HAS THE bbox=[332, 346, 363, 354]
terms: TERMS — 5 per cent. for Cash on £2 and upwards, 2½ per cent. on Monthly Accounts. bbox=[13, 703, 138, 726]
